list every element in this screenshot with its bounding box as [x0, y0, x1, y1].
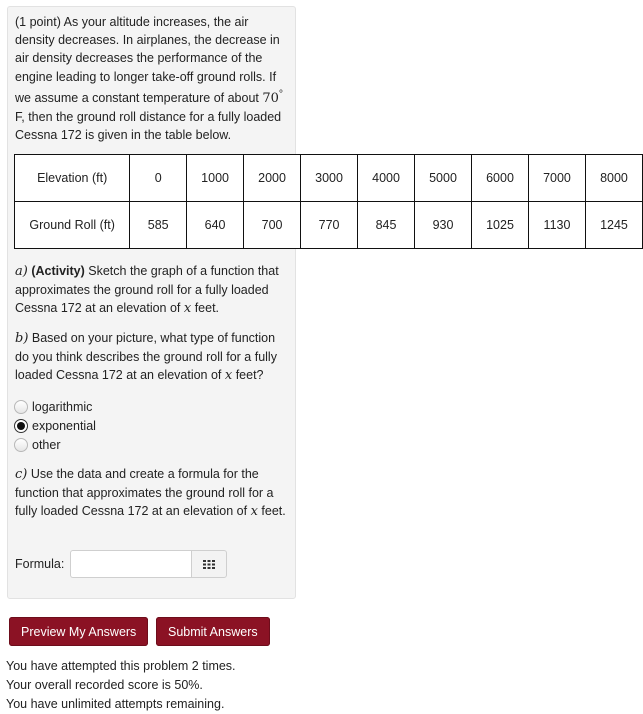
ground-roll-cell: 845 [358, 202, 415, 249]
elevation-cell: 1000 [187, 155, 244, 202]
remaining-status: You have unlimited attempts remaining. [6, 697, 225, 711]
ground-roll-cell: 930 [415, 202, 472, 249]
elevation-cell: 8000 [585, 155, 642, 202]
part-a-marker: a) [15, 264, 28, 279]
submit-answers-button[interactable]: Submit Answers [156, 617, 270, 646]
degree-symbol: ° [278, 88, 284, 100]
option-label: other [32, 437, 61, 452]
variable-x: x [250, 504, 258, 520]
formula-input[interactable] [70, 550, 191, 578]
elevation-cell: 2000 [244, 155, 301, 202]
activity-label: (Activity) [31, 264, 85, 278]
option-exponential[interactable] [14, 416, 96, 435]
ground-roll-row [15, 202, 643, 249]
grid-icon [203, 560, 215, 569]
part-b-marker: b) [15, 331, 29, 346]
elevation-cell: 0 [130, 155, 187, 202]
function-type-options [14, 397, 96, 454]
ground-roll-cell: 640 [187, 202, 244, 249]
elevation-cell: 5000 [415, 155, 472, 202]
ground-roll-cell: 700 [244, 202, 301, 249]
option-label: exponential [32, 418, 96, 433]
formula-label: Formula: [15, 557, 65, 571]
variable-x: x [224, 368, 233, 384]
preview-answers-button[interactable]: Preview My Answers [9, 617, 148, 646]
option-other[interactable] [14, 435, 96, 454]
equation-palette-button[interactable] [191, 550, 227, 578]
part-c-text: c) Use the data and create a formula for the function that approximates the ground roll for a fully loaded Cessna 172 at an elevation of x feet. [15, 467, 286, 520]
ground-roll-cell: 770 [301, 202, 358, 249]
part-c-marker: c) [15, 467, 28, 482]
elevation-cell: 4000 [358, 155, 415, 202]
elevation-cell: 6000 [472, 155, 529, 202]
elevation-cell: 7000 [529, 155, 586, 202]
option-label: logarithmic [32, 399, 93, 414]
ground-roll-label: Ground Roll (ft) [15, 202, 130, 249]
part-a-text: a) (Activity) Sketch the graph of a function that approximates the ground roll for a fully loaded Cessna 172 at an elevation of x feet. [15, 264, 279, 317]
radio-logarithmic[interactable] [14, 400, 28, 414]
radio-exponential[interactable] [14, 419, 28, 433]
variable-x: x [183, 301, 192, 317]
attempts-status: You have attempted this problem 2 times. [6, 659, 236, 673]
ground-roll-cell: 585 [130, 202, 187, 249]
elevation-row [15, 155, 643, 202]
ground-roll-cell: 1130 [529, 202, 586, 249]
formula-row [15, 550, 227, 578]
ground-roll-cell: 1245 [585, 202, 642, 249]
part-b-text: b) Based on your picture, what type of function do you think describes the ground roll for a fully loaded Cessna 172 at an elevation of x feet? [15, 331, 277, 384]
ground-roll-cell: 1025 [472, 202, 529, 249]
ground-roll-table [14, 154, 643, 249]
option-logarithmic[interactable] [14, 397, 96, 416]
elevation-cell: 3000 [301, 155, 358, 202]
temperature-value: 70 [262, 90, 279, 106]
score-status: Your overall recorded score is 50%. [6, 678, 203, 692]
radio-other[interactable] [14, 438, 28, 452]
problem-intro: (1 point) As your altitude increases, the air density decreases. In airplanes, the decrease in air density decreases the performance of the engine leading to longer take-off ground rolls. If we assume a constant temperature of about 70° F, then the ground roll distance for a fully loaded Cessna 172 is given in the table below. [15, 15, 284, 143]
elevation-label: Elevation (ft) [15, 155, 130, 202]
